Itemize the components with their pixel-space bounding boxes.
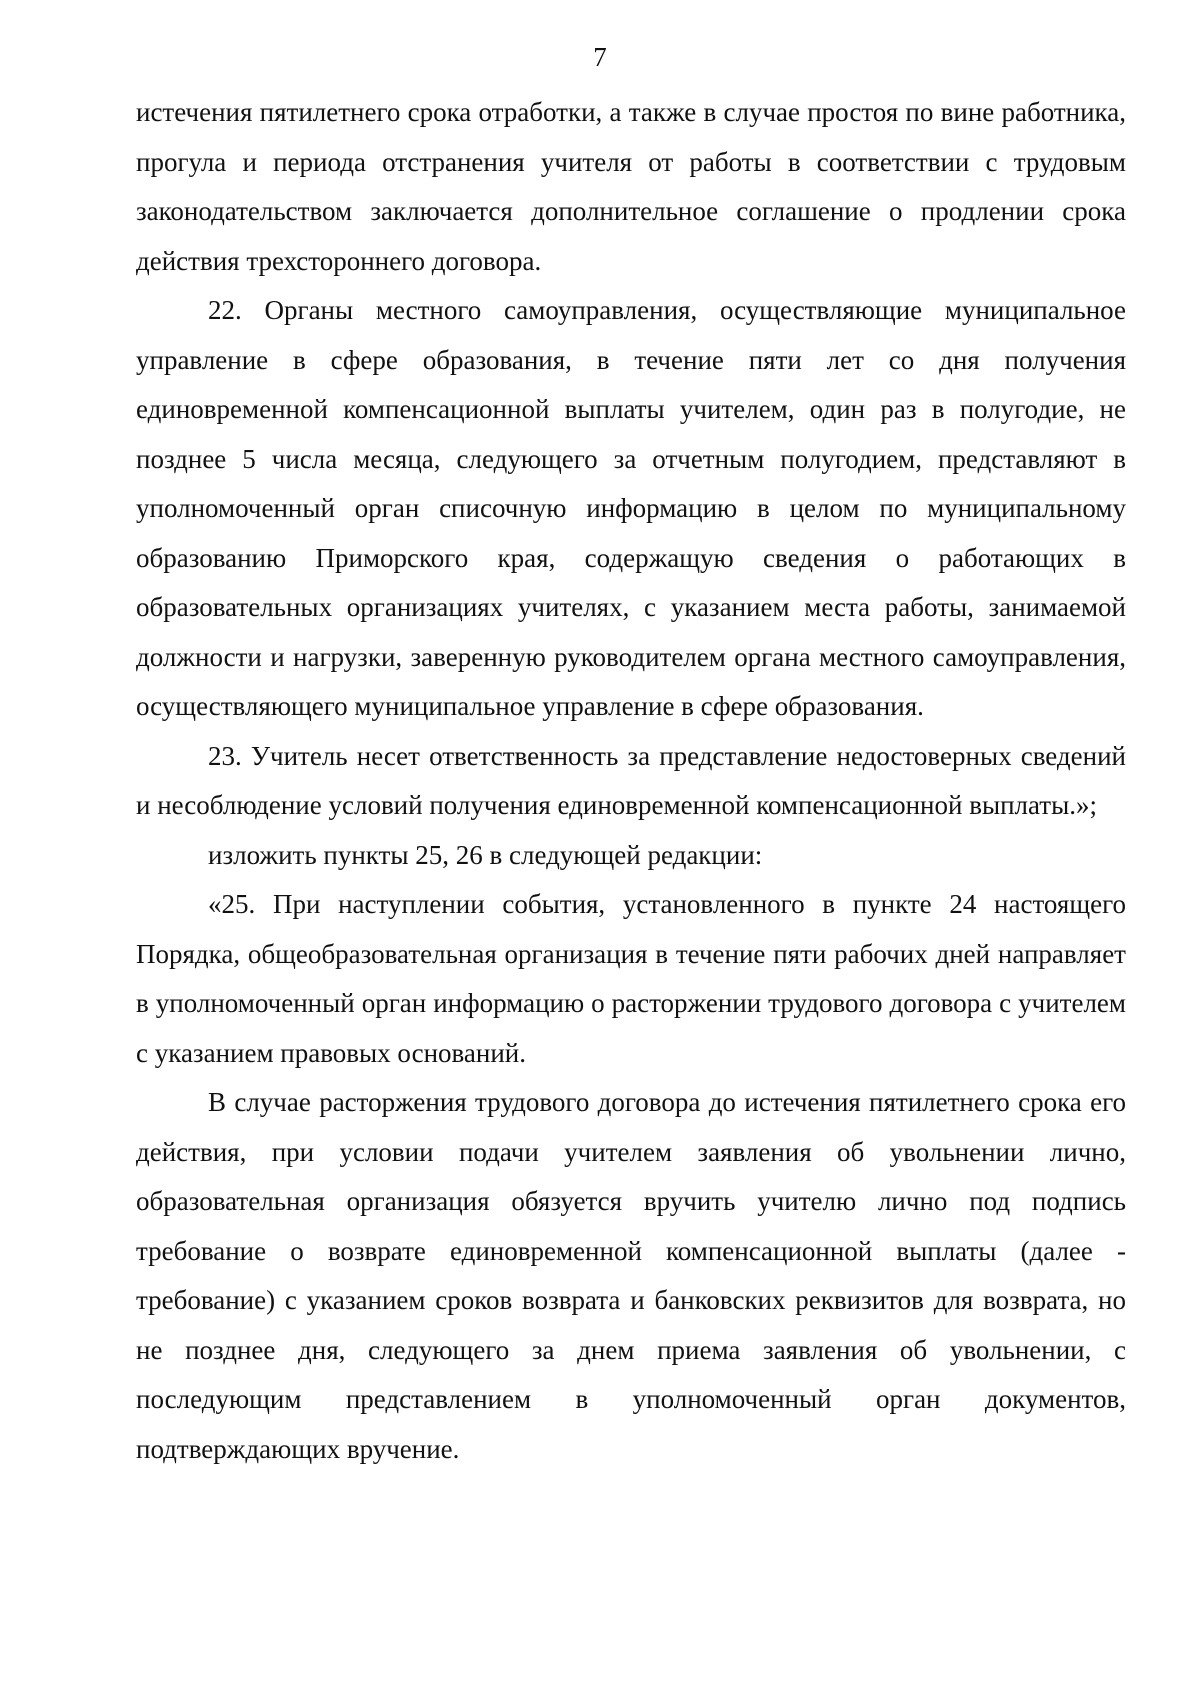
paragraph-25: «25. При наступлении события, установленного в пункте 24 настоящего Порядка, общеобразовательная организация в течение пяти рабочих дней направляет в уполномоченный орган информацию о расторжении трудового договора с учителем с указанием правовых оснований. xyxy=(136,889,1126,1068)
paragraph-amendment-intro: изложить пункты 25, 26 в следующей редакции: xyxy=(208,839,763,870)
document-body xyxy=(136,88,1126,1474)
paragraph-23: 23. Учитель несет ответственность за представление недостоверных сведений и несоблюдение условий получения единовременной компенсационной выплаты.»; xyxy=(136,740,1126,820)
page-number: 7 xyxy=(593,42,607,72)
paragraph-continuation: истечения пятилетнего срока отработки, а также в случае простоя по вине работника, прогула и периода отстранения учителя от работы в соответствии с трудовым законодательством заключается дополнительное соглашение о продлении срока действия трехстороннего договора. xyxy=(136,97,1126,276)
paragraph-22: 22. Органы местного самоуправления, осуществляющие муниципальное управление в сфере образования, в течение пяти лет со дня получения единовременной компенсационной выплаты учителем, один раз в полугодие, не позднее 5 числа месяца, следующего за отчетным полугодием, представляют в уполномоченный орган списочную информацию в целом по муниципальному образованию Приморского края, содержащую сведения о работающих в образовательных организациях учителях, с указанием места работы, занимаемой должности и нагрузки, заверенную руководителем органа местного самоуправления, осуществляющего муниципальное управление в сфере образования. xyxy=(136,295,1126,721)
paragraph-termination: В случае расторжения трудового договора до истечения пятилетнего срока его действия, при условии подачи учителем заявления об увольнении лично, образовательная организация обязуется вручить учителю лично под подпись требование о возврате единовременной компенсационной выплаты (далее - требование) с указанием сроков возврата и банковских реквизитов для возврата, но не позднее дня, следующего за днем приема заявления об увольнении, с последующим представлением в уполномоченный орган документов, подтверждающих вручение. xyxy=(136,1087,1126,1464)
